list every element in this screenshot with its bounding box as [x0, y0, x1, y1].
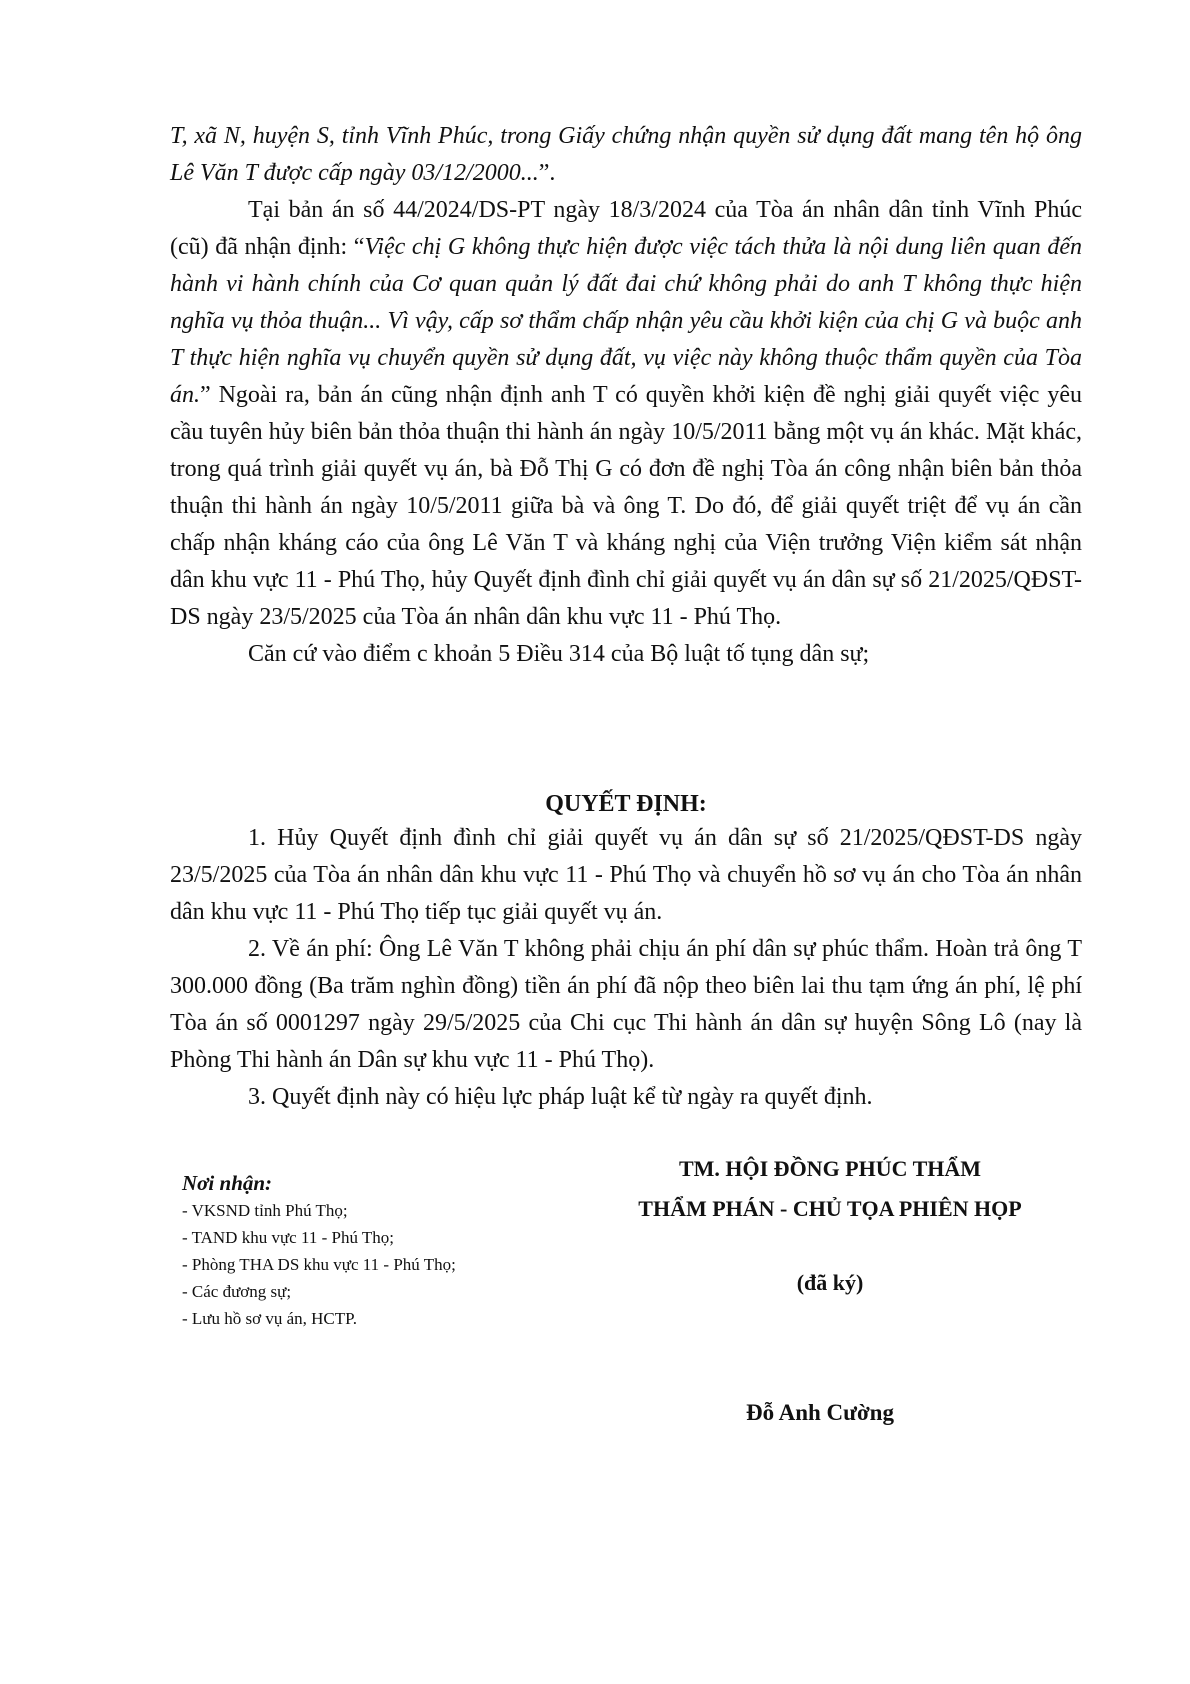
judgment-quote: Việc chị G không thực hiện được việc tách thửa là nội dung liên quan đến hành vi hành chính của Cơ quan quản lý đất đai chứ không phải do anh T không thực hiện nghĩa vụ thỏa thuận... Vì vậy, cấp sơ thẩm chấp nhận yêu cầu khởi kiện của chị G và buộc anh T thực hiện nghĩa vụ chuyển quyền sử dụng đất, vụ việc này không thuộc thẩm quyền của Tòa án. — [170, 234, 1082, 408]
signature-status: (đã ký) — [796, 1270, 864, 1295]
signer-name: Đỗ Anh Cường — [746, 1400, 894, 1425]
signature-judge-title: THẨM PHÁN - CHỦ TỌA PHIÊN HỌP — [638, 1196, 1022, 1221]
decision-item-1: 1. Hủy Quyết định đình chỉ giải quyết vụ án dân sự số 21/2025/QĐST-DS ngày 23/5/2025 của Tòa án nhân dân khu vực 11 - Phú Thọ và chuyển hồ sơ vụ án cho Tòa án nhân dân khu vực 11 - Phú Thọ tiếp tục giải quyết vụ án. — [170, 825, 1082, 925]
recipient-item: - Lưu hồ sơ vụ án, HCTP. — [182, 1309, 357, 1328]
recipients-block — [182, 1170, 622, 1332]
recipient-item: - VKSND tỉnh Phú Thọ; — [182, 1201, 348, 1220]
recipient-item: - TAND khu vực 11 - Phú Thọ; — [182, 1228, 395, 1247]
body-text — [170, 118, 1082, 673]
signature-council-title: TM. HỘI ĐỒNG PHÚC THẨM — [678, 1156, 982, 1181]
recipient-item: - Các đương sự; — [182, 1282, 292, 1301]
quote-close: ”. — [538, 160, 556, 186]
paragraph-legal-basis: Căn cứ vào điểm c khoản 5 Điều 314 của Bộ luật tố tụng dân sự; — [248, 641, 870, 667]
recipients-list — [182, 1197, 622, 1332]
decision-item-2: 2. Về án phí: Ông Lê Văn T không phải chịu án phí dân sự phúc thẩm. Hoàn trả ông T 300.000 đồng (Ba trăm nghìn đồng) tiền án phí đã nộp theo biên lai thu tạm ứng án phí, lệ phí Tòa án số 0001297 ngày 29/5/2025 của Chi cục Thi hành án dân sự huyện Sông Lô (nay là Phòng Thi hành án Dân sự khu vực 11 - Phú Thọ). — [170, 936, 1082, 1073]
decision-items — [170, 820, 1082, 1116]
recipient-item: - Phòng THA DS khu vực 11 - Phú Thọ; — [182, 1255, 456, 1274]
paragraph-appeal-judgment — [170, 192, 1082, 636]
quoted-certificate-text: T, xã N, huyện S, tỉnh Vĩnh Phúc, trong Giấy chứng nhận quyền sử dụng đất mang tên hộ ông Lê Văn T được cấp ngày 03/12/2000... — [170, 123, 1082, 186]
judgment-analysis: ” Ngoài ra, bản án cũng nhận định anh T có quyền khởi kiện đề nghị giải quyết việc yêu cầu tuyên hủy biên bản thỏa thuận thi hành án ngày 10/5/2011 bằng một vụ án khác. Mặt khác, trong quá trình giải quyết vụ án, bà Đỗ Thị G có đơn đề nghị Tòa án công nhận biên bản thỏa thuận thi hành án ngày 10/5/2011 giữa bà và ông T. Do đó, để giải quyết triệt để vụ án cần chấp nhận kháng cáo của ông Lê Văn T và kháng nghị của Viện trưởng Viện kiểm sát nhận dân khu vực 11 - Phú Thọ, hủy Quyết định đình chỉ giải quyết vụ án dân sự số 21/2025/QĐST-DS ngày 23/5/2025 của Tòa án nhân dân khu vực 11 - Phú Thọ. — [170, 382, 1082, 630]
decision-heading: QUYẾT ĐỊNH: — [545, 791, 707, 817]
paragraph-land-certificate — [170, 118, 1082, 192]
recipients-title: Nơi nhận: — [182, 1171, 273, 1195]
decision-item-3: 3. Quyết định này có hiệu lực pháp luật kể từ ngày ra quyết định. — [248, 1084, 873, 1110]
judgment-intro: Tại bản án số 44/2024/DS-PT ngày 18/3/2024 của Tòa án nhân dân tỉnh Vĩnh Phúc (cũ) đã nhận định: “ — [170, 197, 1082, 260]
